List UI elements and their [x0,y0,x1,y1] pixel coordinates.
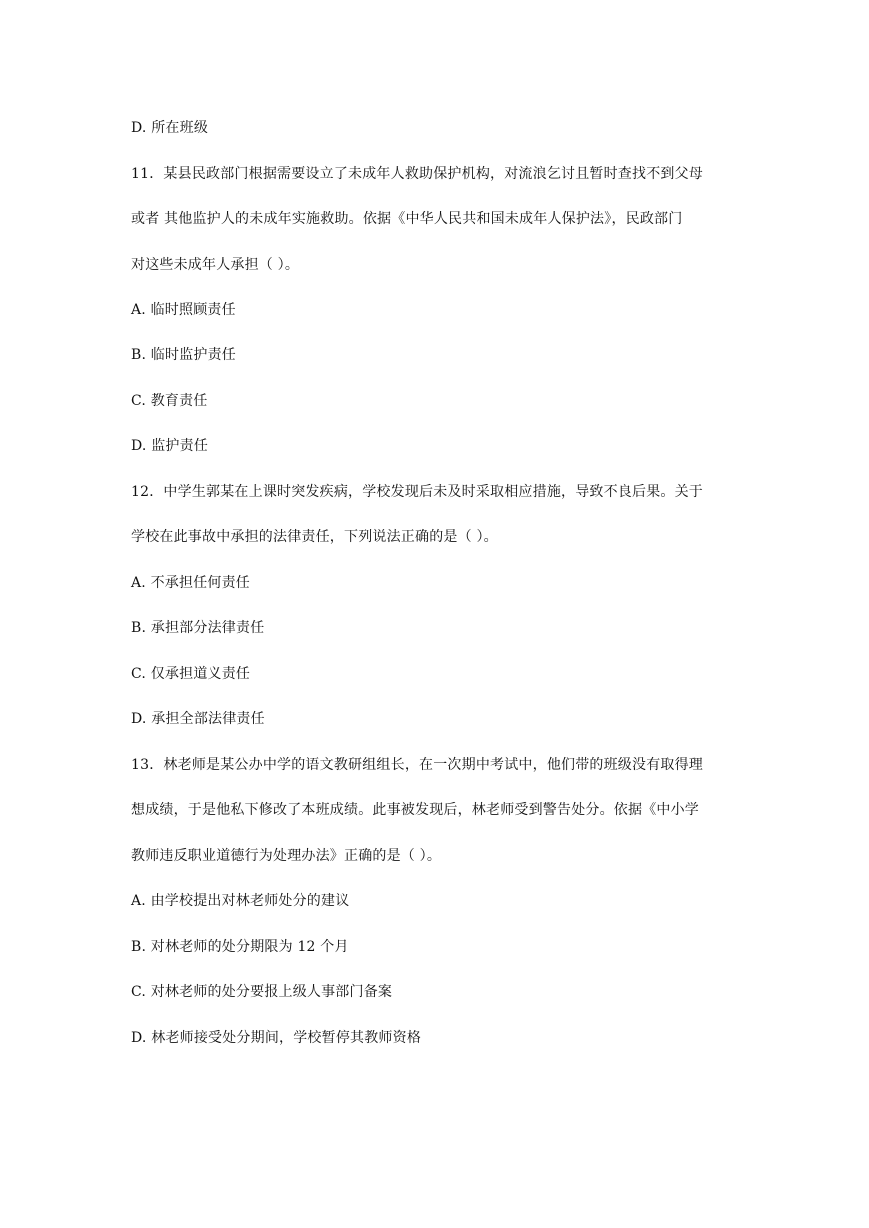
question-11-option-c: C. 教育责任 [131,393,208,409]
question-13-option-a: A. 由学校提出对林老师处分的建议 [131,893,350,909]
question-12-line-2: 学校在此事故中承担的法律责任，下列说法正确的是（ ）。 [131,529,498,545]
question-11-option-a: A. 临时照顾责任 [131,302,236,318]
question-12-option-a: A. 不承担任何责任 [131,575,251,591]
question-11-option-d: D. 监护责任 [131,438,209,454]
question-13-line-2: 想成绩，于是他私下修改了本班成绩。此事被发现后，林老师受到警告处分。依据《中小学 [131,802,699,818]
question-13-option-d: D. 林老师接受处分期间，学校暂停其教师资格 [131,1030,422,1046]
question-12-line-1: 12．中学生郭某在上课时突发疾病，学校发现后未及时采取相应措施，导致不良后果。关于 [131,484,704,500]
question-12-option-c: C. 仅承担道义责任 [131,666,251,682]
question-12-option-d: D. 承担全部法律责任 [131,711,265,727]
question-12-option-b: B. 承担部分法律责任 [131,620,265,636]
question-11-line-1: 11．某县民政部门根据需要设立了未成年人救助保护机构，对流浪乞讨且暂时查找不到父母 [131,166,704,182]
question-13-option-c: C. 对林老师的处分要报上级人事部门备案 [131,984,393,1000]
question-11-line-2: 或者 其他监护人的未成年实施救助。依据《中华人民共和国未成年人保护法》，民政部门 [131,211,683,227]
question-11-line-3: 对这些未成年人承担（ ）。 [131,257,300,273]
question-11-option-b: B. 临时监护责任 [131,347,236,363]
question-13-line-1: 13．林老师是某公办中学的语文教研组组长，在一次期中考试中，他们带的班级没有取得理 [131,757,704,773]
option-d-prev: D. 所在班级 [131,120,209,136]
question-13-line-3: 教师违反职业道德行为处理办法》正确的是（ ）。 [131,848,442,864]
question-13-option-b: B. 对林老师的处分期限为 12 个月 [131,939,349,955]
